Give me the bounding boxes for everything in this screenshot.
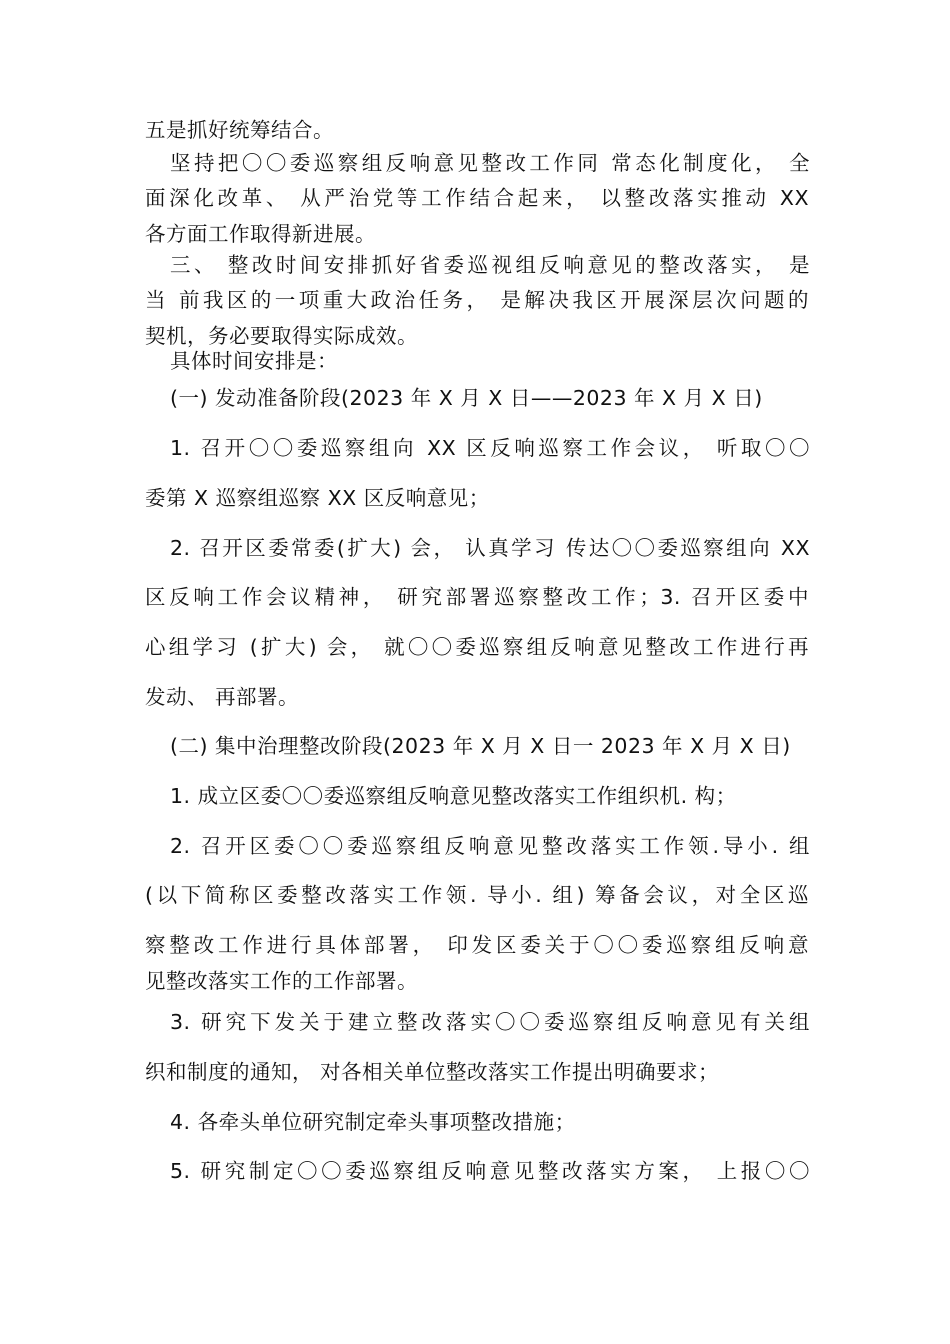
section-heading: (二) 集中治理整改阶段(2023 年 X 月 X 日一 2023 年 X 月 X 日) [170,734,791,758]
text-line: 发动、 再部署。 [145,685,300,709]
text-line: 坚持把〇〇委巡察组反响意见整改工作同 常态化制度化， 全 [170,151,810,175]
text-line: 区反响工作会议精神， 研究部署巡察整改工作；3. 召开区委中 [145,585,809,609]
text-line: 2. 召开区委〇〇委巡察组反响意见整改落实工作领.导小. 组 [170,834,810,858]
text-line: 面深化改革、 从严治党等工作结合起来， 以整改落实推动 XX [145,186,809,210]
text-line: 1. 召开〇〇委巡察组向 XX 区反响巡察工作会议， 听取〇〇 [170,436,810,460]
text-line: 具体时间安排是： [170,349,338,373]
text-line: (以下简称区委整改落实工作领. 导小. 组) 筹备会议，对全区巡 [145,883,809,907]
text-line: 五是抓好统筹结合。 [145,118,334,142]
text-line: 1. 成立区委〇〇委巡察组反响意见整改落实工作组织机. 构； [170,784,737,808]
text-line: 委第 X 巡察组巡察 XX 区反响意见； [145,486,490,510]
text-line: 三、 整改时间安排抓好省委巡视组反响意见的整改落实， 是 [170,253,810,277]
text-line: 5. 研究制定〇〇委巡察组反响意见整改落实方案， 上报〇〇 [170,1159,810,1183]
text-line: 3. 研究下发关于建立整改落实〇〇委巡察组反响意见有关组 [170,1010,810,1034]
text-line: 当 前我区的一项重大政治任务， 是解决我区开展深层次问题的 [145,288,809,312]
text-line: 2. 召开区委常委(扩大) 会， 认真学习 传达〇〇委巡察组向 XX [170,536,810,560]
text-line: 契机，务必要取得实际成效。 [145,324,418,348]
text-line: 4. 各牵头单位研究制定牵头事项整改措施； [170,1110,576,1134]
text-line: 察整改工作进行具体部署， 印发区委关于〇〇委巡察组反响意 [145,933,809,957]
section-heading: (一) 发动准备阶段(2023 年 X 月 X 日——2023 年 X 月 X 日) [170,386,763,410]
text-line: 各方面工作取得新进展。 [145,222,376,246]
text-line: 见整改落实工作的工作部署。 [145,969,418,993]
text-line: 织和制度的通知， 对各相关单位整改落实工作提出明确要求； [145,1060,720,1084]
text-line: 心组学习 (扩大) 会， 就〇〇委巡察组反响意见整改工作进行再 [145,635,809,659]
